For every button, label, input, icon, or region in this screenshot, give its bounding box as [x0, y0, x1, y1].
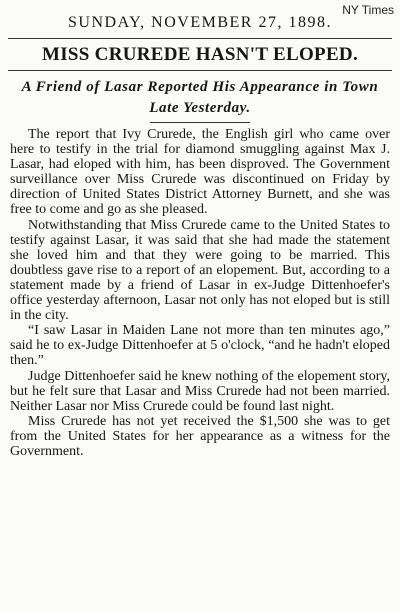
subheadline: A Friend of Lasar Reported His Appearance in Town Late Yesterday. [21, 79, 379, 116]
article-paragraph-5: Miss Crurede has not yet received the $1,500 she was to get from the United States for her appearance as a witness for the Government. [10, 413, 390, 459]
article-paragraph-2: Notwithstanding that Miss Crurede came to the United States to testify against Lasar, it was said that she had made the statement she loved him and that they were going to be married. This doubtless gave rise to a report of an elopement. But, according to a statement made by a friend of Lasar in ex-Judge Dittenhoefer's office yesterday afternoon, Lasar not only has not eloped but is still in the city. [10, 217, 390, 324]
headline: MISS CRUREDE HASN'T ELOPED. [41, 44, 359, 65]
short-divider [150, 122, 250, 123]
headline-rule [8, 70, 392, 71]
top-rule [8, 38, 392, 39]
article-paragraph-4: Judge Dittenhoefer said he knew nothing of the elopement story, but he felt sure that Lasar and Miss Crurede had not been married. Neither Lasar nor Miss Crurede could be found last night. [10, 368, 390, 414]
article-paragraph-1: The report that Ivy Crurede, the English girl who came over here to testify in the trial for diamond smuggling against Max J. Lasar, had eloped with him, has been disproved. The Government surveillance over Miss Crurede was discontinued on Friday by direction of United States District Attorney Burnett, and she was free to come and go as she pleased. [10, 127, 390, 218]
source-label: NY Times [342, 3, 394, 17]
dateline: SUNDAY, NOVEMBER 27, 1898. [68, 14, 332, 31]
article-body [10, 127, 390, 459]
article-paragraph-3: “I saw Lasar in Maiden Lane not more than ten minutes ago,” said he to ex-Judge Dittenhoefer at 5 o'clock, “and he hadn't eloped then.” [10, 323, 390, 369]
